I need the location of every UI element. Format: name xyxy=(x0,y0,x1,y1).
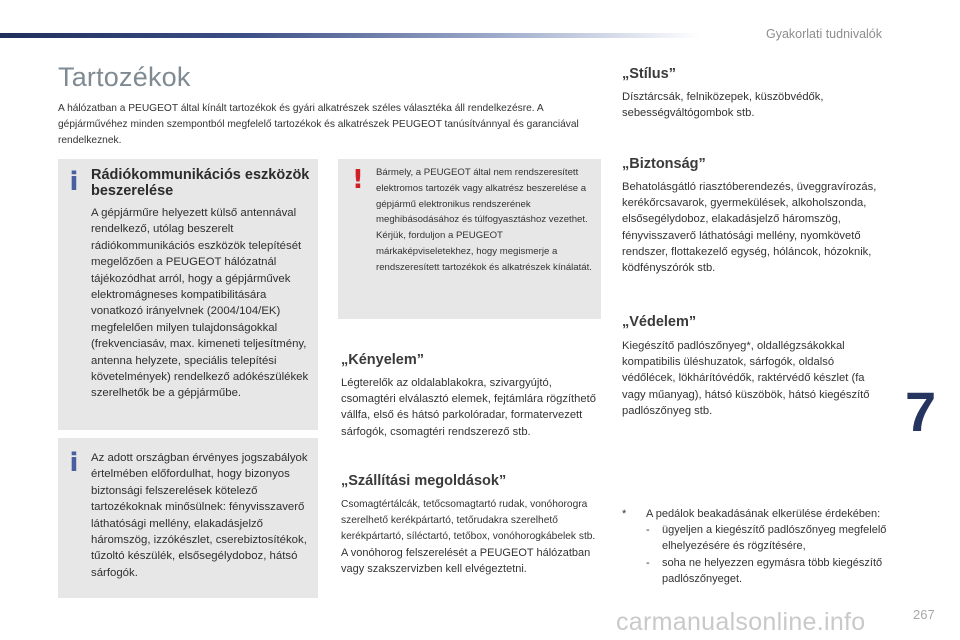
page-title: Tartozékok xyxy=(58,62,191,92)
footnote-bullet-text: ügyeljen a kiegészítő padlószőnyeg megfelelő elhelyezésére és rögzítésére, xyxy=(662,524,887,553)
transport-text: Csomagtértálcák, tetőcsomagtartó rudak, vonóhorogra szerelhető kerékpártartó, tetőrudakra szerelhető kerékpártartó, síléctartó, tetőbox, vonóhorogkábelek stb. xyxy=(341,499,596,542)
towbar-note: A vonóhorog felszerelését a PEUGEOT hálózatban vagy szakszervizben kell elvégeztetni. xyxy=(341,547,591,575)
style-title: „Stílus” xyxy=(622,66,676,82)
section-header: Gyakorlati tudnivalók xyxy=(765,27,882,41)
safety-title: „Biztonság” xyxy=(622,156,706,172)
footnote-intro: A pedálok beakadásának elkerülése érdekében: xyxy=(646,508,881,520)
transport-body xyxy=(341,497,603,577)
bullet-dash: - xyxy=(646,556,650,569)
warning-text: Bármely, a PEUGEOT által nem rendszeresített elektromos tartozék vagy alkatrész beszerelése a gépjármű elektronikus rendszerének meghibásodásához és túlfogyasztáshoz vezethet. xyxy=(376,167,588,226)
chapter-number: 7 xyxy=(905,380,937,443)
warning-text-contact: Kérjük, forduljon a PEUGEOT márkaképviseletekhez, hogy megismerje a rendszeresített tartozékok és alkatrészek kínálatát. xyxy=(376,230,592,273)
protection-body: Kiegészítő padlószőnyeg*, oldallégzsákokkal kompatibilis üléshuzatok, sárfogók, oldalsó védőlécek, lökhárítóvédők, raktérvédő készlet (fa vagy műanyag), hátsó küszöbök, hátsó kiegészítő padlószőnyeg stb. xyxy=(622,340,870,417)
comfort-title: „Kényelem” xyxy=(341,352,425,368)
footnote-intro-row xyxy=(622,506,892,522)
header-stripe xyxy=(0,33,700,38)
warning-icon: ! xyxy=(352,165,364,195)
legal-equipment-box xyxy=(58,438,318,598)
bullet-dash: - xyxy=(646,524,650,537)
footnote-mark: * xyxy=(622,508,627,520)
intro-paragraph: A hálózatban a PEUGEOT által kínált tartozékok és gyári alkatrészek széles választéka áll rendelkezésre. A gépjárművéhez minden szempontból megfelelő tartozékok és alkatrészek PEUGEOT tanúsítvánnyal és garanciával rendelkeznek. xyxy=(58,103,579,146)
radio-box-title: Rádiókommunikációs eszközök beszerelése xyxy=(91,167,310,199)
safety-body: Behatolásgátló riasztóberendezés, üveggravírozás, kerékőrcsavarok, gyermekülések, alkoholszonda, elsősegélydoboz, elakadásjelző háromszög, fényvisszaverő láthatósági mellény, nyomkövető rendszer, flottakezelő egység, hóláncok, hózoknik, ködfényszórók stb. xyxy=(622,181,877,275)
style-body: Dísztárcsák, felniközepek, küszöbvédők, sebességváltógombok stb. xyxy=(622,91,824,120)
info-icon: i xyxy=(69,167,79,197)
transport-title: „Szállítási megoldások” xyxy=(341,473,507,489)
page-number: 267 xyxy=(913,607,935,622)
protection-title: „Védelem” xyxy=(622,314,697,330)
radio-equipment-box xyxy=(58,159,318,430)
warning-box xyxy=(338,159,601,319)
footnote xyxy=(622,506,892,587)
footnote-bullet xyxy=(622,555,892,587)
footnote-bullet xyxy=(622,522,892,554)
legal-box-body: Az adott országban érvényes jogszabályok értelmében előfordulhat, hogy bizonyos biztonsági felszerelések kötelező tartozékoknak minősülnek: fényvisszaverő láthatósági mellény, elakadásjelző háromszög, izzókészlet, cserebiztosítékok, tűzoltó készülék, elsősegélydoboz, hátsó sárfogók. xyxy=(91,452,308,579)
radio-box-body: A gépjárműre helyezett külső antennával rendelkező, utólag beszerelt rádiókommunikációs eszközök telepítését megelőzően a PEUGEOT hálózatnál tájékozódhat arról, hogy a gépjárművek elektromágneses kompatibilitására vonatkozó irányelvnek (2004/104/EK) megfelelően milyen tulajdonságokkal (frekvenciasáv, max. kimeneti teljesítmény, antenna helyzete, speciális telepítési követelmények) rendelkező adókészülékek szerelhetők be a gépjárműbe. xyxy=(91,207,309,400)
comfort-body: Légterelők az oldalablakokra, szivargyújtó, csomagtéri elválasztó elemek, fejtámlára rögzíthető vállfa, első és hátsó parkolóradar, formatervezett sárfogók, csomagtéri rendszerező stb. xyxy=(341,377,596,438)
info-icon: i xyxy=(69,448,79,478)
warning-box-body xyxy=(376,165,598,276)
footnote-bullet-text: soha ne helyezzen egymásra több kiegészítő padlószőnyeget. xyxy=(662,556,883,585)
watermark: carmanualsonline.info xyxy=(616,608,866,636)
